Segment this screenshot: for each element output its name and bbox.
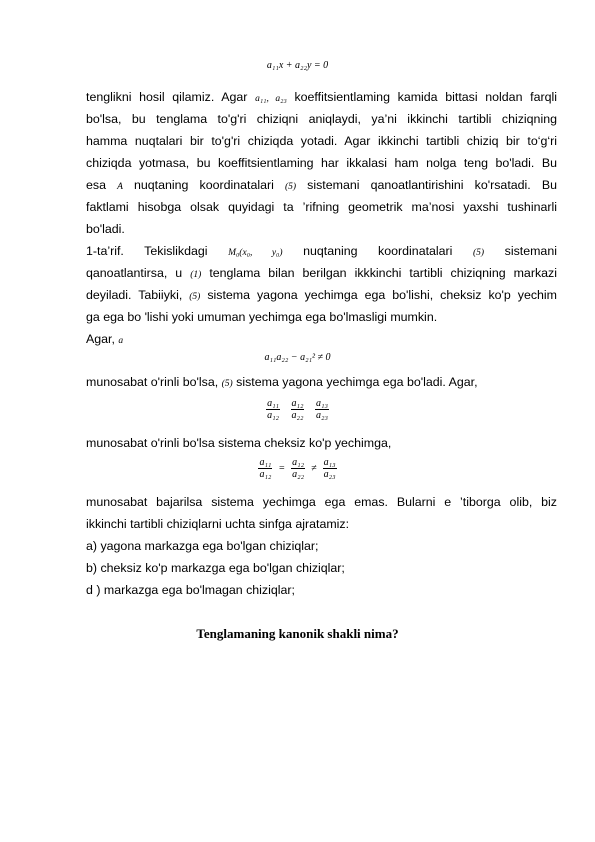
text-run: qanoatlantirsa, u (86, 266, 183, 280)
fraction: $\frac{\text{a₁₃}}{\text{a₂₃}}$ (323, 457, 336, 480)
formula-linear: a₁₁x + a₂₂y = 0 (266, 60, 329, 71)
text-run: sistema yagona yechimga ega bo'ladi. Agar, (236, 375, 478, 389)
text-run: tenglikni hosil qilamiz. Agar (86, 90, 248, 104)
inline-formula: (5) (221, 379, 233, 389)
after-ratio-2-line-2: ikkinchi tartibli chiziqlarni uchta sinfga ajratamiz: (86, 517, 350, 531)
text-run: 1-ta’rif. Tekislikdagi (86, 244, 208, 258)
after-ratio-1: munosabat o'rinli bo'lsa sistema cheksiz ko'p yechimga, (86, 436, 392, 450)
fraction: $\frac{\text{a₁₁}}{\text{a₁₂}}$ (267, 398, 280, 421)
text-run: sistemani qanoatlantirishini ko'rsatadi. Bu (307, 178, 557, 192)
text-run: munosabat o'rinli bo'lsa, (86, 375, 219, 389)
inline-formula: (5) (284, 182, 297, 192)
inline-formula: A (117, 182, 123, 192)
after-ratio-2-line-1: munosabat bajarilsa sistema yechimga ega emas. Bularni e ’tiborga olib, biz (86, 495, 557, 509)
text-run: nuqtaning koordinatalari (133, 178, 274, 192)
after-determinant-line (86, 374, 557, 392)
text-run: Agar, (86, 332, 115, 346)
definition-line-4: ga ega bo 'lishi yoki umuman yechimga ega bo'lmasligi mumkin. (86, 310, 438, 324)
text-run: deyiladi. Tabiiyki, (86, 288, 183, 302)
paragraph-1-line-2: bo'lsa, bu tenglama to'g'ri chiziqni aniqlaydi, ya’ni ikkinchi tartibli chiziqning (86, 112, 557, 126)
text-run: sistema yagona yechimga ega bo'lishi, cheksiz ko'p yechim (207, 288, 558, 302)
inline-formula: (5) (473, 248, 485, 258)
fraction: $\frac{\text{a₁₂}}{\text{a₂₂}}$ (292, 457, 305, 480)
inline-formula: M₀(x₀, y₀) (228, 248, 283, 258)
fraction: $\frac{\text{a₁₃}}{\text{a₂₃}}$ (315, 398, 328, 421)
formula-ratio-equal (0, 457, 595, 480)
text-run: tenglama bilan berilgan ikkkinchi tartibli chiziqning markazi (209, 266, 557, 280)
list-item: b) cheksiz ko'p markazga ega bo'lgan chiziqlar; (86, 561, 345, 575)
section-heading: Tenglamaning kanonik shakli nima? (196, 626, 399, 641)
not-equal-sign: ≠ (311, 463, 317, 474)
paragraph-1-line-7: bo'ladi. (86, 222, 125, 236)
formula-determinant: a₁₁a₂₂ − a₂₁² ≠ 0 (264, 352, 331, 363)
definition-line-3 (86, 287, 557, 305)
equals-sign: = (278, 463, 286, 474)
paragraph-1-line-4: chiziqda yotmasa, bu koeffitsientlaming har ikkalasi ham nolga teng bo'ladi. Bu (86, 156, 557, 170)
text-run: koeffitsientlaming kamida bittasi noldan farqli (294, 90, 557, 104)
text-run: sistemani (504, 244, 557, 258)
paragraph-1-line-1 (86, 89, 557, 107)
paragraph-1-line-3: hamma nuqtalari bir to'g'ri chiziqda yotadi. Agar ikkinchi tartibli chiziq bir to‘g‘ri (86, 134, 557, 148)
text-run: nuqtaning koordinatalari (303, 244, 453, 258)
text-run: esa (86, 178, 106, 192)
list-item: a) yagona markazga ega bo'lgan chiziqlar; (86, 539, 319, 553)
definition-line-1 (86, 243, 557, 261)
fraction: $\frac{\text{a₁₂}}{\text{a₂₂}}$ (291, 398, 304, 421)
fraction: $\frac{\text{a₁₁}}{\text{a₁₂}}$ (259, 457, 272, 480)
inline-formula: (1) (190, 270, 202, 280)
paragraph-1-line-6: faktlami hisobga olsak quyidagi ta ’rifning geometrik ma’nosi yaxshi tushinarli (86, 200, 557, 214)
definition-line-2 (86, 265, 557, 283)
inline-formula: a₁₁, a₂₃ (255, 94, 287, 104)
list-item: d ) markazga ega bo'lmagan chiziqlar; (86, 583, 295, 597)
inline-formula: (5) (189, 292, 201, 302)
definition-line-5 (86, 331, 557, 349)
formula-ratio-not-equal (0, 398, 595, 421)
paragraph-1-line-5 (86, 177, 557, 195)
inline-formula: a (118, 336, 124, 346)
